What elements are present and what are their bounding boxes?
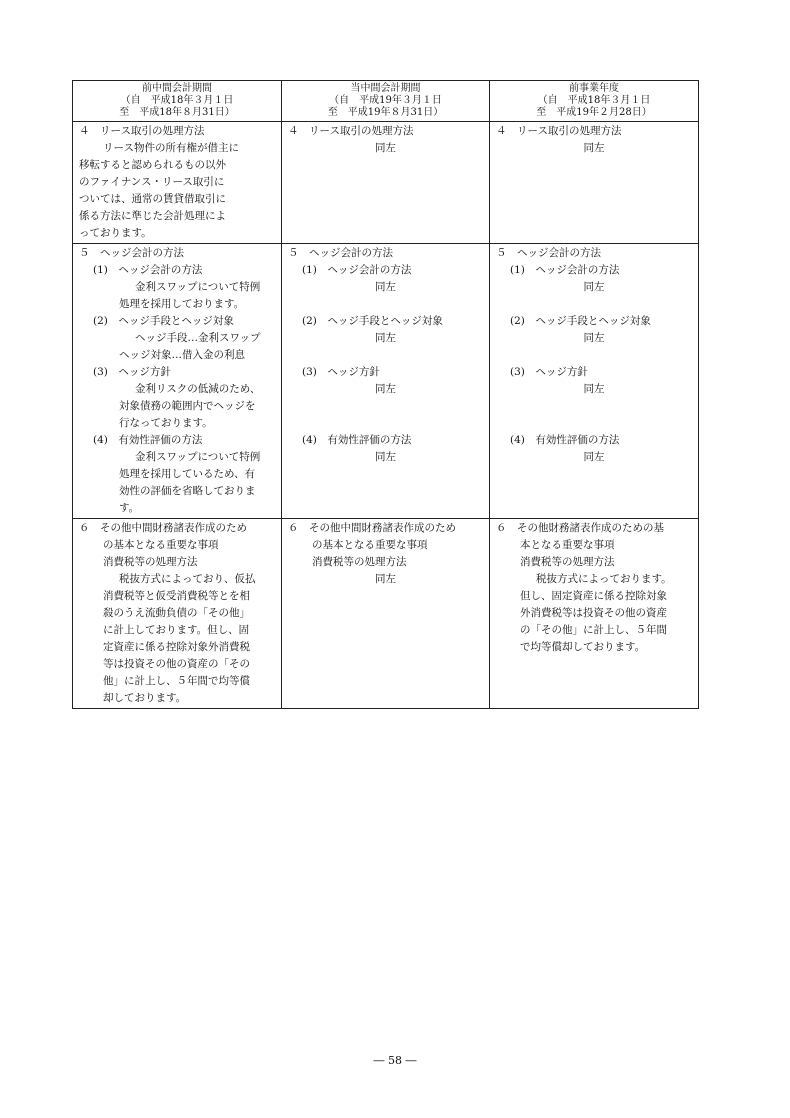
accounting-policies-table [72,80,699,709]
hedge-cell-prior-fiscal-year [490,244,699,519]
same-as-left: 同左 [583,451,605,463]
header-prior-interim [73,81,282,122]
text-line: 処理を採用しております。 [119,298,245,310]
section-heading-cont: の基本となる重要な事項 [103,539,219,551]
header-period-to: 至 平成19年２月28日） [536,107,652,118]
page-number: ― 58 ― [373,1054,417,1067]
same-as-left: 同左 [583,281,605,293]
same-as-left: 同左 [375,383,396,395]
lease-cell-prior-fiscal-year [490,122,699,244]
text-line: ヘッジ手段…金利スワップ [135,332,261,344]
text-line: 行なっております。 [119,417,213,429]
lease-cell-prior-interim [73,122,282,244]
header-title: 前中間会計期間 [142,83,212,94]
text-line: 税抜方式によっております。 [536,573,672,585]
text-line: に計上しております。但し、固 [103,624,250,636]
header-period-from: （自 平成19年３月１日 [329,95,442,106]
section-heading: ６ その他財務諸表作成のための基 [496,522,664,534]
text-line: 殺のうえ流動負債の「その他」 [103,607,250,619]
header-title: 前事業年度 [569,83,619,94]
text-line: 税抜方式によっており、仮払 [119,573,256,585]
header-period-from: （自 平成18年３月１日 [120,95,234,106]
header-period-to: 至 平成19年８月31日） [327,107,444,118]
text-line: の「その他」に計上し、５年間 [520,624,667,636]
section-heading: ６ その他中間財務諸表作成のため [288,522,456,534]
subsection-heading: (4) 有効性評価の方法 [510,434,620,446]
text-line: 他」に計上し、５年間で均等償 [103,675,250,687]
section-heading: ６ その他中間財務諸表作成のため [79,522,247,534]
tax-heading: 消費税等の処理方法 [312,556,407,568]
lease-row [73,122,699,244]
same-as-left: 同左 [375,573,396,585]
section-heading: ５ ヘッジ会計の方法 [496,247,601,259]
section-heading: ４ リース取引の処理方法 [288,125,414,137]
text-line: 等は投資その他の資産の「その [103,658,250,670]
subsection-heading: (1) ヘッジ会計の方法 [510,264,620,276]
text-line: 金利スワップについて特例 [135,451,261,463]
subsection-heading: (4) 有効性評価の方法 [93,434,203,446]
section-heading: ５ ヘッジ会計の方法 [79,247,184,259]
text-line: 係る方法に準じた会計処理によ [79,210,226,222]
header-row [73,81,699,122]
header-period-from: （自 平成18年３月１日 [537,95,651,106]
text-line: リース物件の所有権が借主に [103,142,239,154]
other-row [73,519,699,709]
subsection-heading: (2) ヘッジ手段とヘッジ対象 [302,315,443,327]
text-line: 金利スワップについて特例 [135,281,261,293]
text-line: 外消費税等は投資その他の資産 [520,607,667,619]
same-as-left: 同左 [583,142,605,154]
header-title: 当中間会計期間 [350,83,421,94]
text-line: 定資産に係る控除対象外消費税 [103,641,250,653]
same-as-left: 同左 [375,142,396,154]
header-current-interim [282,81,490,122]
other-cell-prior-interim [73,519,282,709]
text-line: 消費税等と仮受消費税等とを相 [103,590,250,602]
text-line: 金利リスクの低減のため、 [135,383,261,395]
same-as-left: 同左 [583,383,605,395]
subsection-heading: (3) ヘッジ方針 [510,366,588,378]
same-as-left: 同左 [375,451,396,463]
same-as-left: 同左 [583,332,605,344]
section-heading-cont: 本となる重要な事項 [520,539,615,551]
text-line: 処理を採用しているため、有 [119,468,256,480]
text-line: 効性の評価を省略しておりま [119,485,256,497]
same-as-left: 同左 [375,332,396,344]
tax-heading: 消費税等の処理方法 [520,556,615,568]
subsection-heading: (3) ヘッジ方針 [302,366,380,378]
hedge-row [73,244,699,519]
other-cell-current-interim [282,519,490,709]
subsection-heading: (4) 有効性評価の方法 [302,434,412,446]
text-line: 但し、固定資産に係る控除対象 [520,590,667,602]
text-line: 却しております。 [103,692,187,704]
subsection-heading: (1) ヘッジ会計の方法 [93,264,203,276]
section-heading: ５ ヘッジ会計の方法 [288,247,393,259]
subsection-heading: (1) ヘッジ会計の方法 [302,264,412,276]
text-line: 移転すると認められるもの以外 [79,159,226,171]
same-as-left: 同左 [375,281,396,293]
section-heading: ４ リース取引の処理方法 [496,125,622,137]
header-period-to: 至 平成18年８月31日） [119,107,235,118]
subsection-heading: (3) ヘッジ方針 [93,366,171,378]
text-line: のファイナンス・リース取引に [79,176,225,188]
hedge-cell-current-interim [282,244,490,519]
text-line: す。 [119,502,140,514]
text-line: で均等償却しております。 [520,641,646,653]
subsection-heading: (2) ヘッジ手段とヘッジ対象 [93,315,234,327]
text-line: ついては、通常の賃貸借取引に [79,193,226,205]
hedge-cell-prior-interim [73,244,282,519]
section-heading-cont: の基本となる重要な事項 [312,539,428,551]
section-heading: ４ リース取引の処理方法 [79,125,205,137]
tax-heading: 消費税等の処理方法 [103,556,198,568]
text-line: ヘッジ対象…借入金の利息 [119,349,245,361]
other-cell-prior-fiscal-year [490,519,699,709]
lease-cell-current-interim [282,122,490,244]
text-line: っております。 [79,227,152,239]
header-prior-fiscal-year [490,81,699,122]
subsection-heading: (2) ヘッジ手段とヘッジ対象 [510,315,651,327]
text-line: 対象債務の範囲内でヘッジを [119,400,256,412]
